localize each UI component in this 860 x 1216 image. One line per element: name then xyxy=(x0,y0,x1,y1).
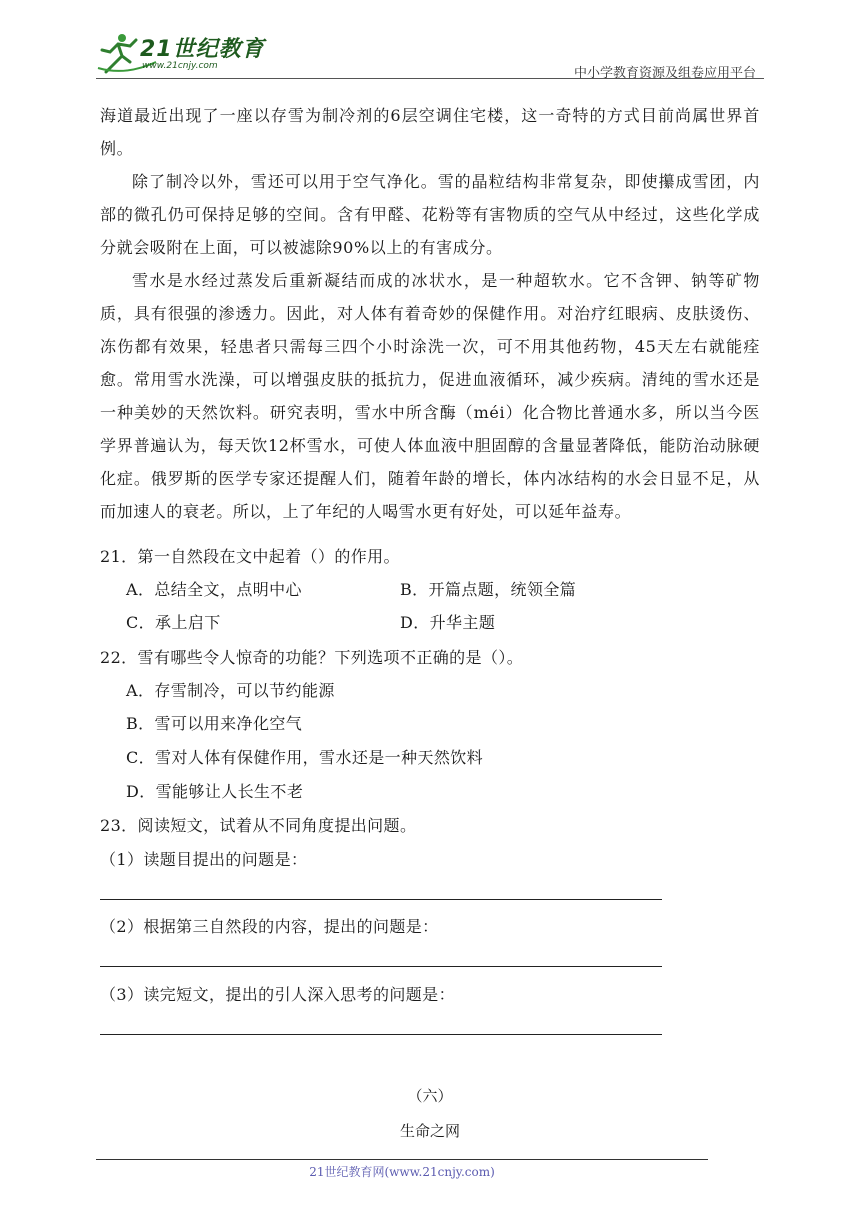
passage-paragraph-4: 雪水是水经过蒸发后重新凝结而成的冰状水，是一种超软水。它不含钾、钠等矿物质，具有很强的渗透力。因此，对人体有着奇妙的保健作用。对治疗红眼病、皮肤烫伤、冻伤都有效果，轻患者只需每三四个小时涂洗一次，可不用其他药物，45天左右就能痊愈。常用雪水洗澡，可以增强皮肤的抵抗力，促进血液循环，减少疾病。清纯的雪水还是一种美妙的天然饮料。研究表明，雪水中所含酶（méi）化合物比普通水多，所以当今医学界普遍认为，每天饮12杯雪水，可使人体血液中胆固醇的含量显著降低，能防治动脉硬化症。俄罗斯的医学专家还提醒人们，随着年龄的增长，体内冰结构的水会日显不足，从而加速人的衰老。所以，上了年纪的人喝雪水更有好处，可以延年益寿。 xyxy=(100,271,760,521)
section-title: 生命之网 xyxy=(399,1122,460,1140)
answer-line-3[interactable] xyxy=(100,1034,662,1035)
question-21-option-d: D．升华主题 xyxy=(400,613,496,632)
question-23-sub-3: （3）读完短文，提出的引人深入思考的问题是： xyxy=(100,985,455,1004)
question-21-option-a: A．总结全文，点明中心 xyxy=(126,580,302,599)
answer-line-1[interactable] xyxy=(100,899,662,900)
question-23-sub-2: （2）根据第三自然段的内容，提出的问题是： xyxy=(100,917,439,936)
footer-divider xyxy=(96,1159,708,1160)
passage-paragraph-3: 除了制冷以外，雪还可以用于空气净化。雪的晶粒结构非常复杂，即使攥成雪团，内部的微孔仍可保持足够的空间。含有甲醛、花粉等有害物质的空气从中经过，这些化学成分就会吸附在上面，可以被滤除90%以上的有害成分。 xyxy=(100,172,760,257)
question-21-option-c: C．承上启下 xyxy=(126,613,221,632)
platform-name: 中小学教育资源及组卷应用平台 xyxy=(573,66,756,81)
footer-text: 21世纪教育网(www.21cnjy.com) xyxy=(309,1165,495,1179)
logo-url-text: www.21cnjy.com xyxy=(142,61,218,71)
header-divider xyxy=(96,78,764,79)
question-22-option-b: B．雪可以用来净化空气 xyxy=(126,714,303,733)
question-23-stem: 23．阅读短文，试着从不同角度提出问题。 xyxy=(100,816,417,835)
site-logo xyxy=(96,32,266,76)
question-21-option-b: B．开篇点题，统领全篇 xyxy=(400,580,577,599)
question-22-option-a: A．存雪制冷，可以节约能源 xyxy=(126,681,335,700)
page-header xyxy=(96,28,764,80)
section-number: （六） xyxy=(407,1087,453,1105)
question-22-option-d: D．雪能够让人长生不老 xyxy=(126,782,304,801)
question-22-stem: 22．雪有哪些令人惊奇的功能？下列选项不正确的是（）。 xyxy=(100,648,524,667)
question-21-stem: 21．第一自然段在文中起着（）的作用。 xyxy=(100,547,400,566)
logo-main-text: 21世纪教育 xyxy=(140,37,265,62)
question-23-sub-1: （1）读题目提出的问题是： xyxy=(100,850,308,869)
passage-paragraph-continued: 海道最近出现了一座以存雪为制冷剂的6层空调住宅楼，这一奇特的方式目前尚属世界首例。 xyxy=(100,106,760,158)
answer-line-2[interactable] xyxy=(100,966,662,967)
question-22-option-c: C．雪对人体有保健作用，雪水还是一种天然饮料 xyxy=(126,748,484,767)
